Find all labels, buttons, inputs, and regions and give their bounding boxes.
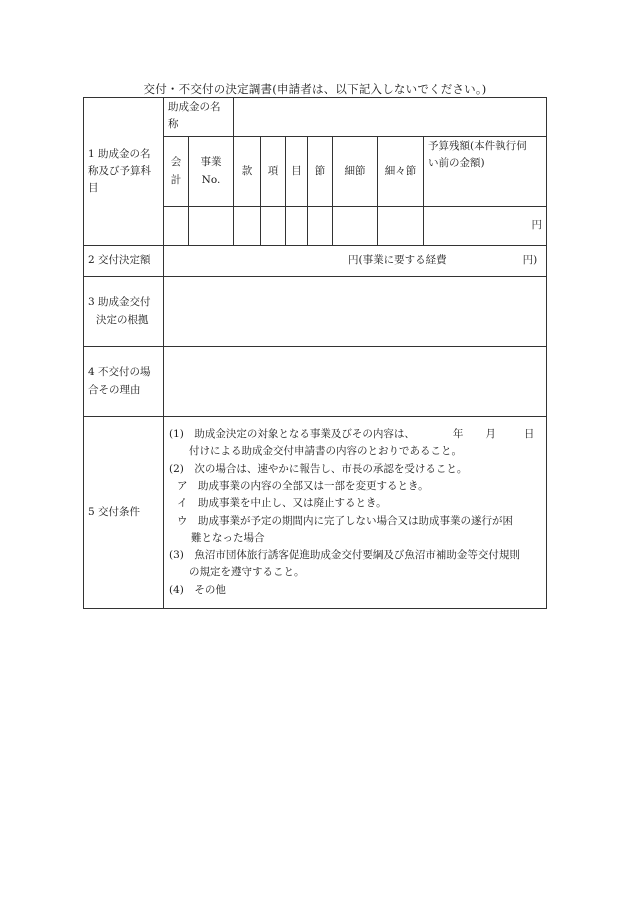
row1-label-line1: 1 助成金の名 xyxy=(88,147,151,160)
yosan-value[interactable] xyxy=(424,207,547,246)
cond1-line1 xyxy=(169,426,542,443)
kan-value[interactable] xyxy=(234,207,261,246)
row2-label: 2 交付決定額 xyxy=(84,246,164,277)
moku-header: 目 xyxy=(286,137,308,207)
cond1-line2: 付けによる助成金交付申請書の内容のとおりであること。 xyxy=(189,445,462,458)
row4-label-line1: 4 不交付の場 xyxy=(88,366,151,379)
row2-value-end: 円) xyxy=(522,254,538,267)
row1-label-line2: 称及び予算科 xyxy=(88,164,151,177)
cond2-a-line: ア 助成事業の内容の全部又は一部を変更するとき。 xyxy=(177,479,429,492)
kan-header: 款 xyxy=(234,137,261,207)
yosan-yen: 円 xyxy=(531,219,543,232)
cond1-text: (1) 助成金決定の対象となる事業及びその内容は、 xyxy=(169,427,415,440)
cond4-line: (4) その他 xyxy=(169,583,226,596)
name-label-line2: 称 xyxy=(168,118,179,131)
moku-value[interactable] xyxy=(286,207,308,246)
row3-label-line1: 3 助成金交付 xyxy=(88,296,151,309)
row1-label-line3: 目 xyxy=(88,182,99,195)
row3-value[interactable] xyxy=(164,277,547,347)
name-value-cell[interactable] xyxy=(234,98,547,137)
row4-label xyxy=(84,347,164,417)
cond3-line2: の規定を遵守すること。 xyxy=(189,566,305,579)
setsu-header: 節 xyxy=(308,137,333,207)
row4-value[interactable] xyxy=(164,347,547,417)
saisaisetsu-value[interactable] xyxy=(378,207,424,246)
name-label-line1: 助成金の名 xyxy=(168,101,221,113)
row2-value-text: 円(事業に要する経費 xyxy=(348,254,447,267)
cond1-year: 年 xyxy=(452,427,464,440)
jigyo-header xyxy=(189,137,234,207)
row4-label-line2: 合その理由 xyxy=(88,383,141,396)
cond1-month: 月 xyxy=(485,427,496,440)
yosan-line2: い前の金額) xyxy=(428,157,485,170)
decision-table xyxy=(83,97,547,609)
jigyo-line1: 事業 xyxy=(200,156,222,169)
kaikei-value[interactable] xyxy=(164,207,189,246)
row5-label: 5 交付条件 xyxy=(84,417,164,609)
cond1-day: 日 xyxy=(523,427,535,440)
saisaisetsu-header: 細々節 xyxy=(378,137,424,207)
setsu-value[interactable] xyxy=(308,207,333,246)
jigyo-line2: No. xyxy=(201,173,221,186)
row5-conditions xyxy=(164,417,547,609)
name-label-cell xyxy=(164,98,234,137)
saisetsu-value[interactable] xyxy=(333,207,378,246)
cond2-line: (2) 次の場合は、速やかに報告し、市長の承認を受けること。 xyxy=(169,462,468,475)
ko-header: 項 xyxy=(261,137,286,207)
ko-value[interactable] xyxy=(261,207,286,246)
yosan-header xyxy=(424,137,547,207)
kaikei-line2: 計 xyxy=(170,173,182,186)
jigyo-value[interactable] xyxy=(189,207,234,246)
row2-value[interactable] xyxy=(164,246,547,277)
cond3-line1: (3) 魚沼市団体旅行誘客促進助成金交付要綱及び魚沼市補助金等交付規則 xyxy=(169,549,520,562)
document-title: 交付・不交付の決定調書(申請者は、以下記入しないでください。) xyxy=(143,82,487,96)
kaikei-line1: 会 xyxy=(170,156,182,169)
saisetsu-header: 細節 xyxy=(333,137,378,207)
cond2-u-line2: 難となった場合 xyxy=(191,531,265,544)
kaikei-header xyxy=(164,137,189,207)
row3-label xyxy=(84,277,164,347)
row1-label xyxy=(84,98,164,246)
yosan-line1: 予算残額(本件執行伺 xyxy=(428,140,527,152)
row3-label-line2: 決定の根拠 xyxy=(96,313,149,326)
cond2-u-line1: ウ 助成事業が予定の期間内に完了しない場合又は助成事業の遂行が困 xyxy=(177,514,513,527)
cond2-i-line: イ 助成事業を中止し、又は廃止するとき。 xyxy=(177,497,387,510)
